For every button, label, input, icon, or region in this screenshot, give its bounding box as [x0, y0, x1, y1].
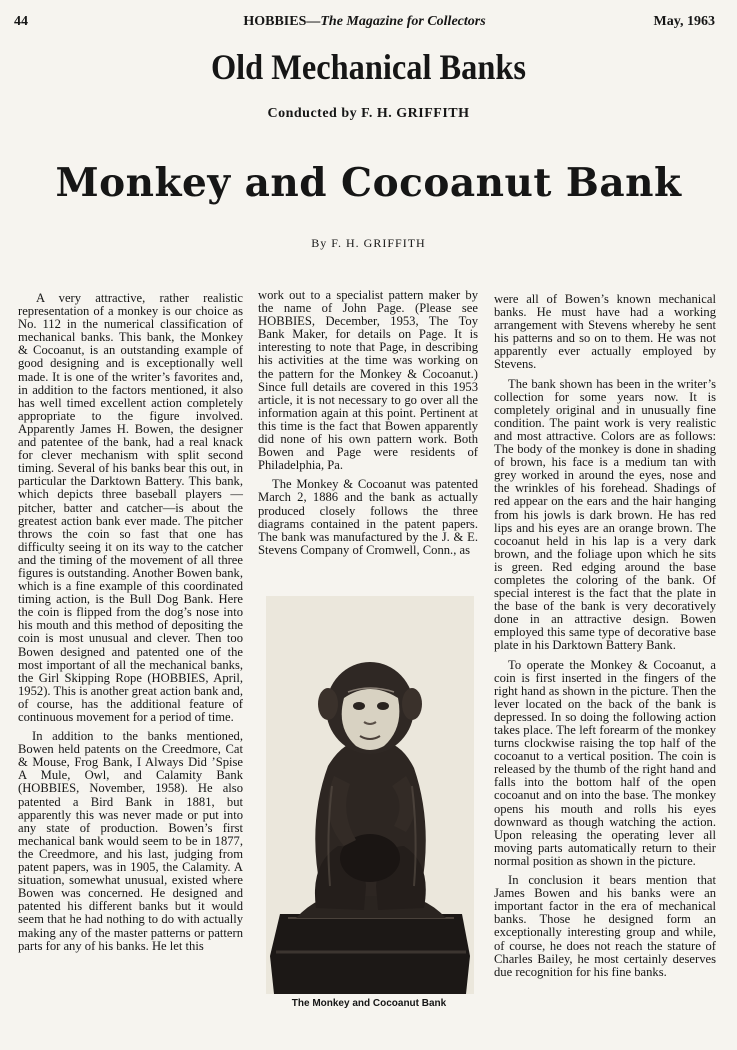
magazine-tagline: —The Magazine for Collectors: [306, 14, 486, 29]
paragraph: In addition to the banks mentioned, Bowen held patents on the Creedmore, Cat & Mouse, Frog Bank, I Always Did ’Spise A Mule, Owl, and Calamity Bank (HOBBIES, November, 1958). He also patented a Bird Bank in 1881, but apparently this was never made or put into any state of production. Bowen’s first mechanical bank would seem to be in 1877, the Creedmore, and his last, judging from patent papers, was in 1905, the Calamity. A situation, somewhat unusual, existed where Bowen was concerned. He designed and patented his different banks but it would seem that he had nothing to do with actually making any of the master patterns or pattern parts for any of his banks. He let this: [18, 729, 243, 953]
department-title: Old Mechanical Banks: [210, 47, 527, 87]
monkey-bank-photo: [266, 596, 474, 994]
text-column-3: [494, 293, 716, 985]
text-column-1: [18, 292, 243, 959]
article-byline: By F. H. GRIFFITH: [311, 236, 426, 250]
figure-caption: The Monkey and Cocoanut Bank: [291, 998, 447, 1009]
paragraph: The Monkey & Cocoanut was patented March 2, 1886 and the bank as actually produced closely follows the three diagrams contained in the patent papers. The bank was manufactured by the J. & E. Stevens Company of Cromwell, Conn., as: [258, 477, 478, 557]
monkey-bank-illustration: [266, 596, 474, 994]
paragraph: work out to a specialist pattern maker by the name of John Page. (Please see HOBBIES, December, 1953, The Toy Bank Maker, for details on Page. It is interesting to note that Page, in describing his activities at the time was working on the pattern for the Monkey & Cocoanut.) Since full details are covered in this 1953 article, it is not necessary to go over all the information again at this point. Pertinent at this time is the fact that Bowen apparently did none of his own pattern work. Both Bowen and Page were residents of Philadelphia, Pa.: [258, 288, 478, 473]
magazine-masthead: [14, 14, 715, 30]
article-title: Monkey and Cocoanut Bank: [55, 160, 682, 206]
paragraph: To operate the Monkey & Cocoanut, a coin is first inserted in the fingers of the right hand as shown in the picture. Then the lever located on the back of the bank is depressed. In so doing the following action takes place. The left forearm of the monkey turns clockwise raising the top half of the cocoanut to a vertical position. The coin is released by the thumb of the right hand and falls into the bottom half of the open cocoanut and on into the base. The monkey opens his mouth and rolls his eyes downward as though watching the action. Upon releasing the operating lever all moving parts automatically return to their normal position as shown in the picture.: [494, 657, 716, 868]
paragraph: The bank shown has been in the writer’s collection for some years now. It is completely original and in unusually fine condition. The paint work is very realistic and most attractive. Colors are as follows: The body of the monkey is done in shading of brown, his face is a medium tan with grey worked in around the eyes, nose and the wrinkles of his forehead. Shadings of red appear on the ears and the hair hanging from his jowls is dark brown. He has red lips and his eyes are an orange brown. The cocoanut held in his lap is a very dark brown, and the foliage upon which he sits is green. Red edging around the base completes the coloring of the bank. Of special interest is the fact that the plate in the base of the bank is very decoratively done in an attractive design. Bowen employed this same type of decorative base plate in his Darktown Battery Bank.: [494, 376, 716, 653]
running-header: [14, 14, 715, 30]
text-column-2: [258, 289, 478, 563]
paragraph: In conclusion it bears mention that James Bowen and his banks were an important factor in the era of mechanical banks. Those he designed form an exceptionally interesting group and while, of course, he does not reach the stature of Charles Bailey, he most certainly deserves due recognition for his fine banks.: [494, 873, 716, 979]
issue-date: May, 1963: [653, 14, 715, 29]
magazine-name: HOBBIES: [243, 14, 307, 29]
department-byline: Conducted by F. H. GRIFFITH: [267, 106, 470, 121]
paragraph: were all of Bowen’s known mechanical banks. He must have had a working arrangement with Stevens whereby he sent his patterns and so on to them. He was not apparently ever actually employed by Stevens.: [494, 292, 716, 372]
page-number: 44: [14, 14, 28, 29]
paragraph: A very attractive, rather realistic representation of a monkey is our choice as No. 112 in the numerical classification of mechanical banks. This bank, the Monkey & Cocoanut, is an outstanding example of good designing and is exceptionally well made. It is one of the writer’s favorites and, in addition to the factors mentioned, it also has well timed excellent action completely appropriate to the figure involved. Apparently James H. Bowen, the designer and patentee of the bank, had a real knack for clever mechanism with split second timing. Several of his banks bear this out, in particular the Darktown Battery. This bank, which depicts three baseball players — pitcher, batter and catcher—is about the greatest action bank ever made. The pitcher throws the coin so fast that one has difficulty seeing it on its way to the catcher and the timing of the movement of all three figures is outstanding. Another Bowen bank, which is a fine example of this coordinated timing action, is the Bull Dog Bank. Here the coin is flipped from the dog’s nose into his mouth and this method of depositing the coin is most unusual and clever. Then too Bowen designed and patented one of the most important of all the mechanical banks, the Girl Skipping Rope (HOBBIES, April, 1952). This is another great action bank and, of course, has the additional feature of continuous movement for a period of time.: [18, 291, 243, 724]
